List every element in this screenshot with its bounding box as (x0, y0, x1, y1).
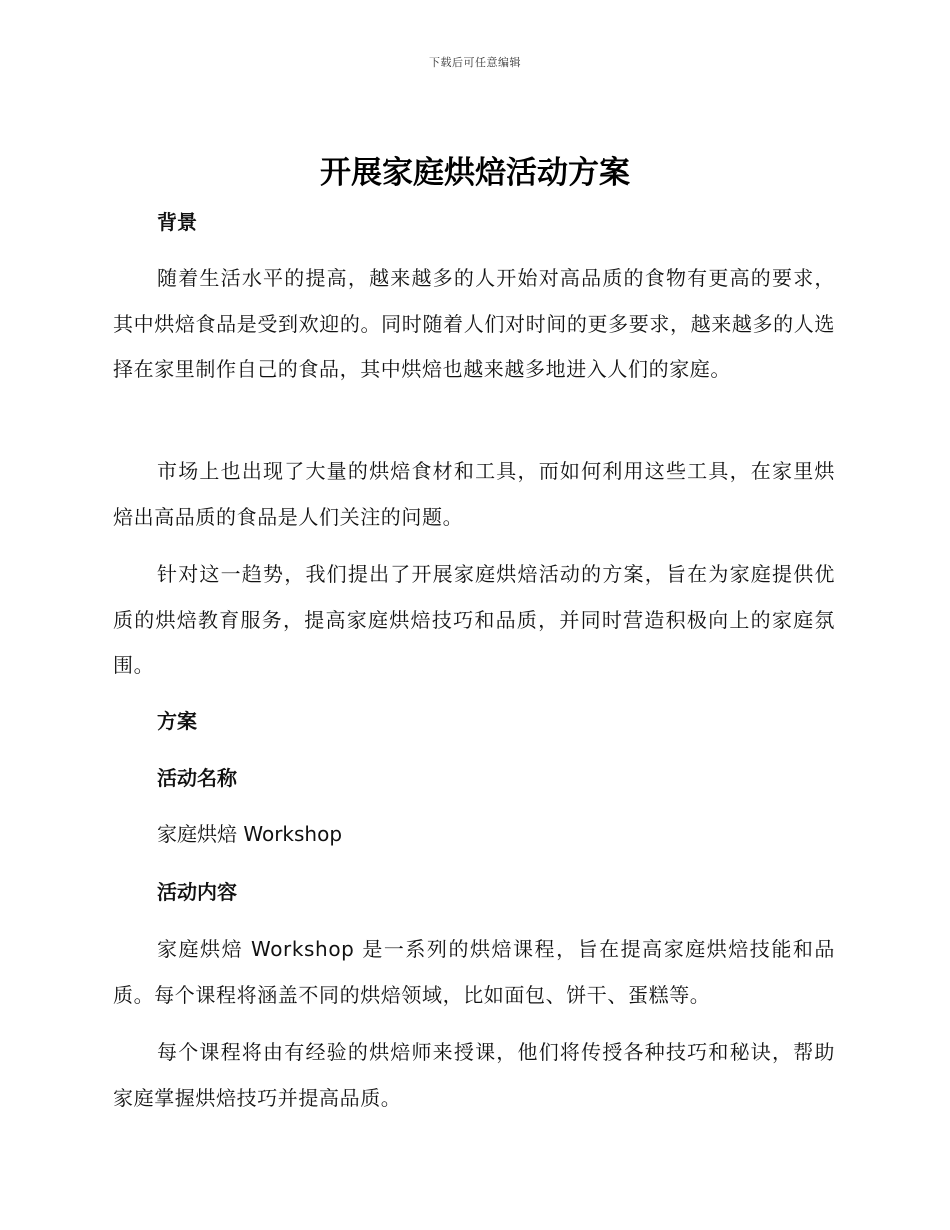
paragraph-background-1: 随着生活水平的提高，越来越多的人开始对高品质的食物有更高的要求，其中烘焙食品是受到欢迎的。同时随着人们对时间的更多要求，越来越多的人选择在家里制作自己的食品，其中烘焙也越来越多地进入人们的家庭。 (113, 266, 835, 381)
section-heading-activity-content: 活动内容 (157, 880, 237, 904)
page-header-note: 下载后可任意编辑 (429, 56, 521, 69)
section-heading-background: 背景 (157, 210, 197, 234)
section-heading-plan: 方案 (157, 709, 197, 733)
paragraph-content-2: 每个课程将由有经验的烘焙师来授课，他们将传授各种技巧和秘诀，帮助家庭掌握烘焙技巧并提高品质。 (113, 1040, 835, 1110)
section-heading-activity-name: 活动名称 (157, 766, 237, 790)
paragraph-content-1: 家庭烘焙 Workshop 是一系列的烘焙课程，旨在提高家庭烘焙技能和品质。每个课程将涵盖不同的烘焙领域，比如面包、饼干、蛋糕等。 (113, 937, 835, 1007)
paragraph-background-3: 针对这一趋势，我们提出了开展家庭烘焙活动的方案，旨在为家庭提供优质的烘焙教育服务，提高家庭烘焙技巧和品质，并同时营造积极向上的家庭氛围。 (113, 562, 835, 677)
paragraph-background-2: 市场上也出现了大量的烘焙食材和工具，而如何利用这些工具，在家里烘焙出高品质的食品是人们关注的问题。 (113, 459, 835, 529)
activity-name-text: 家庭烘焙 Workshop (157, 822, 343, 846)
document-title: 开展家庭烘焙活动方案 (320, 155, 630, 191)
